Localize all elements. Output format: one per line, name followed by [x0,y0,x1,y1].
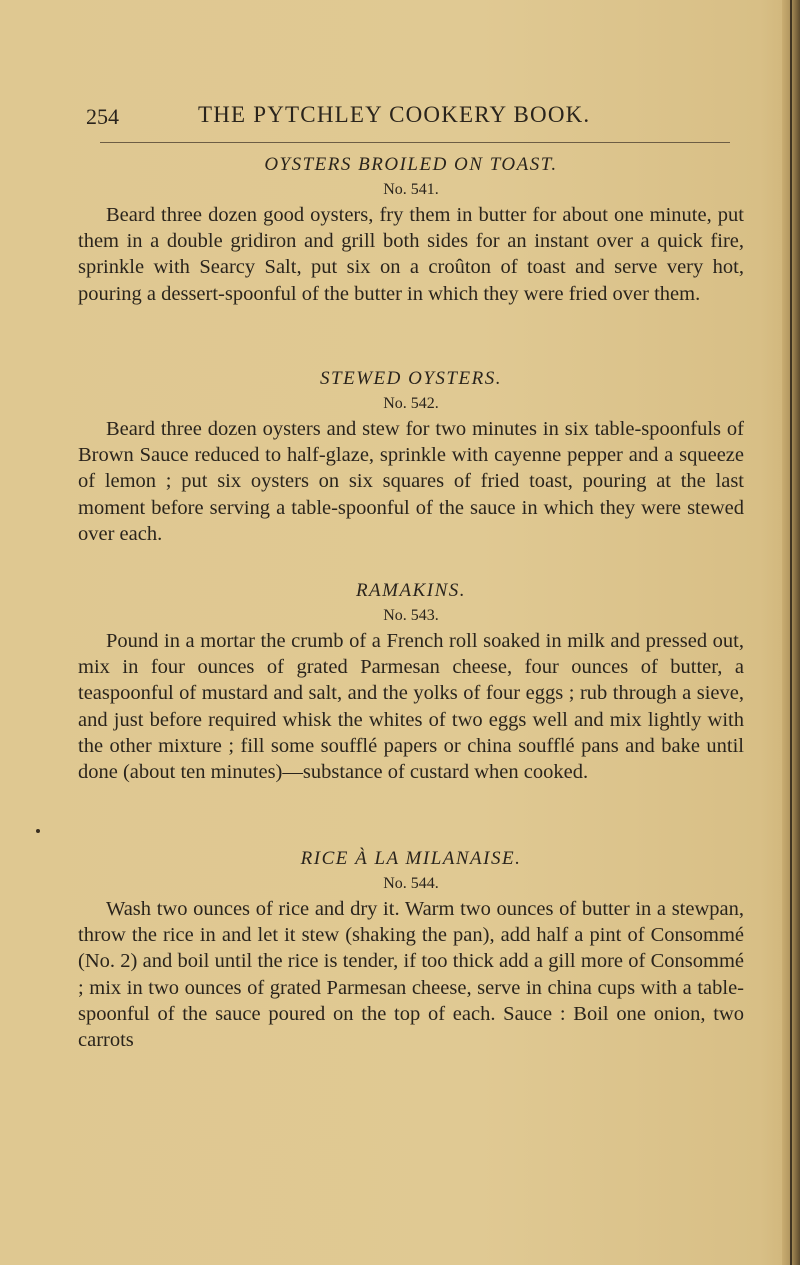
page-number: 254 [86,104,119,129]
recipe-number: No. 542. [383,395,439,412]
running-head: THE PYTCHLEY COOKERY BOOK. [198,102,591,127]
recipe-text: Beard three dozen good oysters, fry them in butter for about one minute, put them in a double gridiron and grill both sides for an instant over a quick fire, sprinkle with Searcy Salt, put six on a croûton of toast and serve very hot, pouring a dessert-spoonful of the butter in which they were fried over them. [78,204,744,305]
recipe-text: Beard three dozen oysters and stew for two minutes in six table-spoonfuls of Brown Sauce reduced to half-glaze, sprinkle with cayenne pepper and a squeeze of lemon ; put six oysters on six squares of fried toast, pouring at the last moment before serving a table-spoonful of the sauce in which they were stewed over each. [78,418,744,545]
recipe-title: OYSTERS BROILED ON TOAST. [264,154,558,175]
page-content [78,152,744,1053]
recipe-section [78,366,744,578]
recipe-title: RAMAKINS. [355,580,467,601]
ink-spot [36,829,40,833]
recipe-section [78,846,744,1053]
header-rule [100,142,730,143]
recipe-text: Wash two ounces of rice and dry it. Warm two ounces of butter in a stewpan, throw the rice in and let it stew (shaking the pan), add half a pint of Consommé (No. 2) and boil until the rice is tender, if too thick add a gill more of Consommé ; mix in two ounces of grated Parmesan cheese, serve in china cups with a table-spoonful of the sauce poured on the top of each. Sauce : Boil one onion, two carrots [78,898,744,1052]
recipe-number: No. 544. [383,875,439,892]
recipe-number: No. 543. [383,607,439,624]
recipe-title: STEWED OYSTERS. [320,368,502,389]
recipe-section [78,152,744,366]
recipe-section [78,578,744,846]
recipe-number: No. 541. [383,181,439,198]
page-edge-line [790,0,792,1265]
recipe-text: Pound in a mortar the crumb of a French roll soaked in milk and pressed out, mix in four ounces of grated Parmesan cheese, four ounces of butter, a teaspoonful of mustard and salt, and the yolks of four eggs ; rub through a sieve, and just before required whisk the whites of two eggs well and mix lightly with the other mixture ; fill some soufflé papers or china soufflé pans and bake until done (about ten minutes)—substance of custard when cooked. [78,630,744,784]
page-header [86,100,746,136]
recipe-title: RICE À LA MILANAISE. [300,848,522,869]
